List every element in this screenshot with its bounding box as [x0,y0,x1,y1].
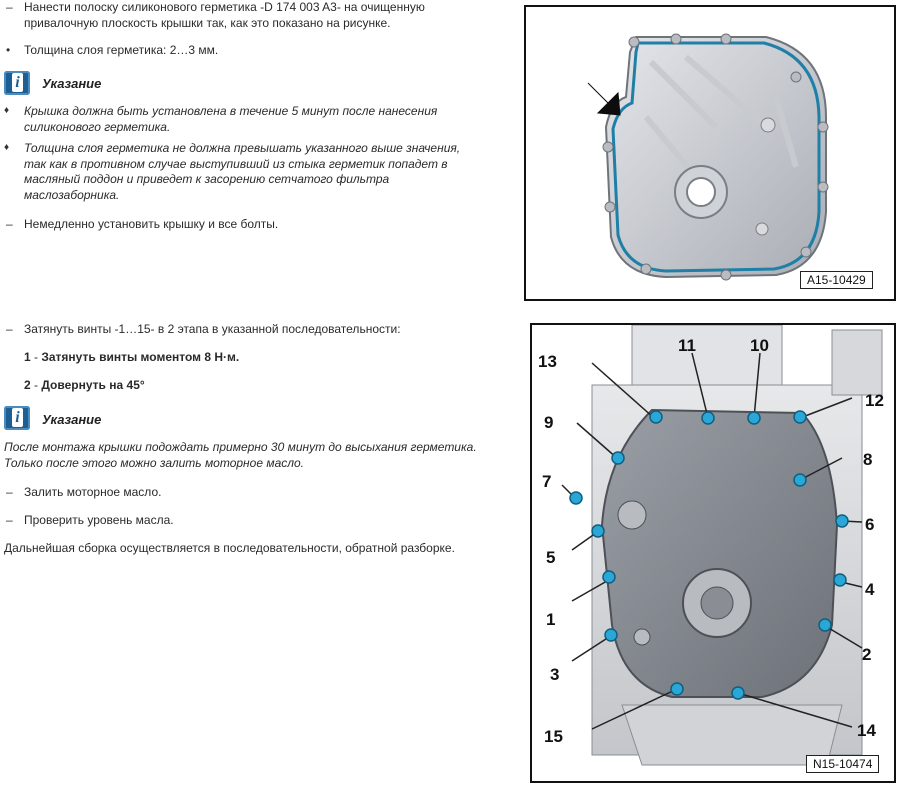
bolt-label-13: 13 [538,352,557,371]
figure-id: A15-10429 [800,271,873,289]
step-number: 2 [24,378,31,392]
bolt-label-6: 6 [865,515,875,534]
bolt-label-5: 5 [546,548,556,567]
note-line: Крышка должна быть установлена в течение 5 минут после нанесения [24,104,438,118]
sealant-thickness: Толщина слоя герметика: 2…3 мм. [24,43,219,57]
install-cover: Немедленно установить крышку и все болты. [24,217,279,231]
dash-mark: – [6,0,13,14]
diamond-bullet: ♦ [4,105,10,116]
dash-mark: – [6,322,13,336]
note-line: маслозаборника. [24,187,120,202]
figure-sealant-application [524,5,896,301]
instruction-apply-sealant [24,0,425,31]
bolt-label-7: 7 [542,472,552,491]
step-number: 1 [24,350,31,364]
instruction-line: привалочную плоскость крышки так, как это показано на рисунке. [24,15,391,30]
bolt-label-4: 4 [865,580,875,599]
note-title: Указание [42,412,102,427]
fill-oil: Залить моторное масло. [24,485,162,499]
engine-cover-illustration [532,325,894,781]
timing-cover [602,410,837,697]
step-text: Довернуть на 45° [41,378,145,392]
step-separator: - [30,378,42,392]
note-text [4,440,477,471]
bolt-label-1: 1 [546,610,556,629]
bolt-label-9: 9 [544,413,554,432]
note-line: Только после этого можно залить моторное масло. [4,455,305,470]
bolt-label-3: 3 [550,665,560,684]
check-oil: Проверить уровень масла. [24,513,174,527]
black-pointer-arrow-icon [588,83,620,115]
instruction-line: Нанести полоску силиконового герметика -D 174 003 A3- на очищенную [24,0,425,14]
cover-illustration [526,7,894,299]
note-item [24,104,437,135]
info-icon: i [4,406,30,430]
bolt-label-2: 2 [862,645,872,664]
figure-bolt-sequence [530,323,896,783]
tighten-bolts: Затянуть винты -1…15- в 2 этапа в указанной последовательности: [24,322,401,336]
note-line: силиконового герметика. [24,119,171,134]
note-line: После монтажа крышки подождать примерно 30 минут до высыхания герметика. [4,440,477,454]
info-icon: i [4,71,30,95]
dash-mark: – [6,217,13,231]
bolt-label-14: 14 [857,721,876,740]
diamond-bullet: ♦ [4,142,10,153]
note-title: Указание [42,76,102,91]
bolt-label-8: 8 [863,450,873,469]
bullet-mark: • [6,43,11,57]
note-line: масляный поддон и приведет к засорению сетчатого фильтра [24,172,390,186]
step-text: Затянуть винты моментом 8 Н·м. [41,350,240,364]
shaft-opening [687,178,715,206]
step-2 [24,378,145,394]
step-separator: - [30,350,42,364]
bolt-label-10: 10 [750,336,769,355]
crankshaft-bolt [701,587,733,619]
step-1 [24,350,239,366]
note-line: так как в противном случае выступивший из стыка герметик попадет в [24,156,448,171]
figure-id: N15-10474 [806,755,879,773]
bolt-label-11: 11 [678,336,696,355]
dash-mark: – [6,513,13,527]
dash-mark: – [6,485,13,499]
bolt-label-12: 12 [865,391,884,410]
final-note: Дальнейшая сборка осуществляется в последовательности, обратной разборке. [4,541,455,555]
note-line: Толщина слоя герметика не должна превышать указанного выше значения, [24,141,461,155]
bolt-label-15: 15 [544,727,563,746]
note-item [24,141,460,203]
